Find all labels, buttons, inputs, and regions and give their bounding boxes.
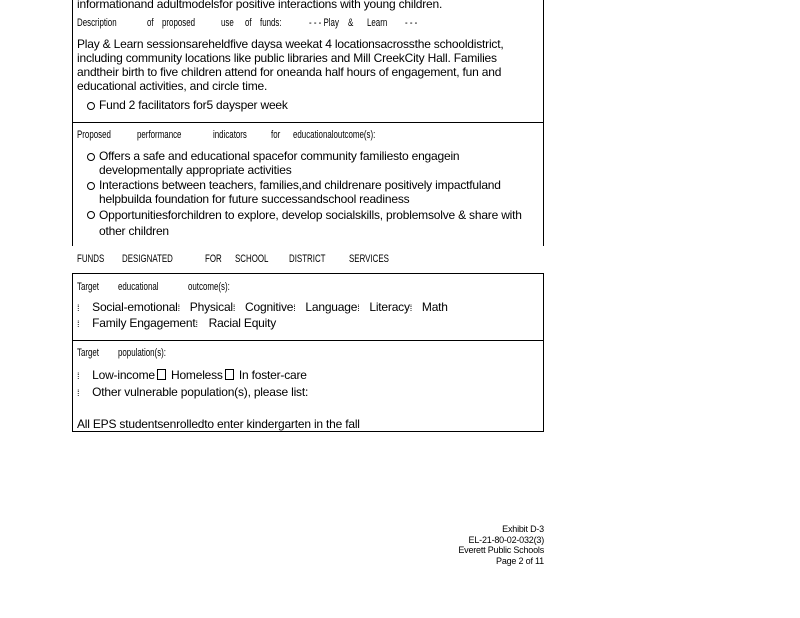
performance-bullets: [77, 149, 537, 239]
checkbox-icon[interactable]: ⁞: [195, 319, 198, 329]
population-row-1: [77, 368, 307, 383]
outcome-option: Math: [421, 300, 448, 314]
outcome-option: Social-emotional: [92, 300, 178, 314]
population-answer: All EPS studentsenrolledto enter kindergarten in the fall: [77, 417, 360, 431]
outcomes-row-1: [77, 300, 448, 315]
outcomes-row-2: [77, 316, 276, 331]
circle-bullet-icon: [87, 211, 95, 219]
outcome-option: Cognitive: [245, 300, 294, 314]
population-option: Low-income: [92, 368, 155, 382]
outcome-option: Language: [305, 300, 358, 314]
checkbox-icon[interactable]: ⁞: [77, 303, 80, 313]
checkbox-icon[interactable]: ⁞: [177, 303, 180, 313]
population-option: Other vulnerable population(s), please list:: [92, 385, 309, 399]
list-item: Fund 2 facilitators for5 daysper week: [77, 98, 539, 112]
section-divider: [72, 122, 544, 123]
outcome-option: Family Engagement: [92, 316, 196, 330]
outcome-option: Racial Equity: [208, 316, 277, 330]
checkbox-icon[interactable]: ⁞: [409, 303, 413, 313]
population-option: In foster-care: [238, 368, 307, 382]
list-item: Offers a safe and educational spacefor community familiesto engagein developmentally appropriate activities: [77, 149, 537, 177]
checkbox-icon[interactable]: ⁞: [232, 303, 236, 313]
description-paragraph: Play & Learn sessionsareheldfive daysa weekat 4 locationsacrossthe schooldistrict, including community locations like public libraries and Mill CreekCity Hall. Families andtheir birth to five children attend for oneanda half hours of engagement, fun and educational activities, and circle time.: [77, 37, 504, 93]
section-divider: [72, 340, 544, 341]
checkbox-icon[interactable]: ⁞: [77, 388, 80, 398]
footer-exhibit: Exhibit D-3: [502, 524, 544, 534]
list-item: Opportunitiesforchildren to explore, develop socialskills, problemsolve & share with other children: [77, 207, 537, 239]
footer-page-number: Page 2 of 11: [496, 555, 544, 566]
checkbox-icon[interactable]: ⁞: [77, 319, 80, 329]
box-right-border: [543, 0, 544, 123]
checkbox-icon[interactable]: ⁞: [77, 371, 80, 381]
cut-off-line: informationand adultmodelsfor positive interactions with young children.: [77, 0, 443, 11]
circle-bullet-icon: [87, 182, 95, 190]
footer-document-number: EL-21-80-02-032(3): [468, 534, 544, 545]
outcome-option: Literacy: [369, 300, 410, 314]
list-item: Interactions between teachers, families,and childrenare positively impactfuland helpbuilda foundation for future successandschool readiness: [77, 178, 537, 206]
checkbox-icon[interactable]: [157, 369, 166, 380]
checkbox-icon[interactable]: [225, 369, 234, 380]
box-left-border: [72, 0, 73, 246]
circle-bullet-icon: [87, 153, 95, 161]
checkbox-icon[interactable]: ⁞: [357, 303, 360, 313]
population-row-2: [77, 385, 308, 400]
box-right-border-lower: [543, 123, 544, 246]
circle-bullet-icon: [87, 102, 95, 110]
checkbox-icon[interactable]: ⁞: [293, 303, 296, 313]
population-option: Homeless: [170, 368, 223, 382]
outcome-option: Physical: [189, 300, 233, 314]
page-footer: [384, 524, 544, 566]
footer-organization: Everett Public Schools: [458, 545, 544, 555]
